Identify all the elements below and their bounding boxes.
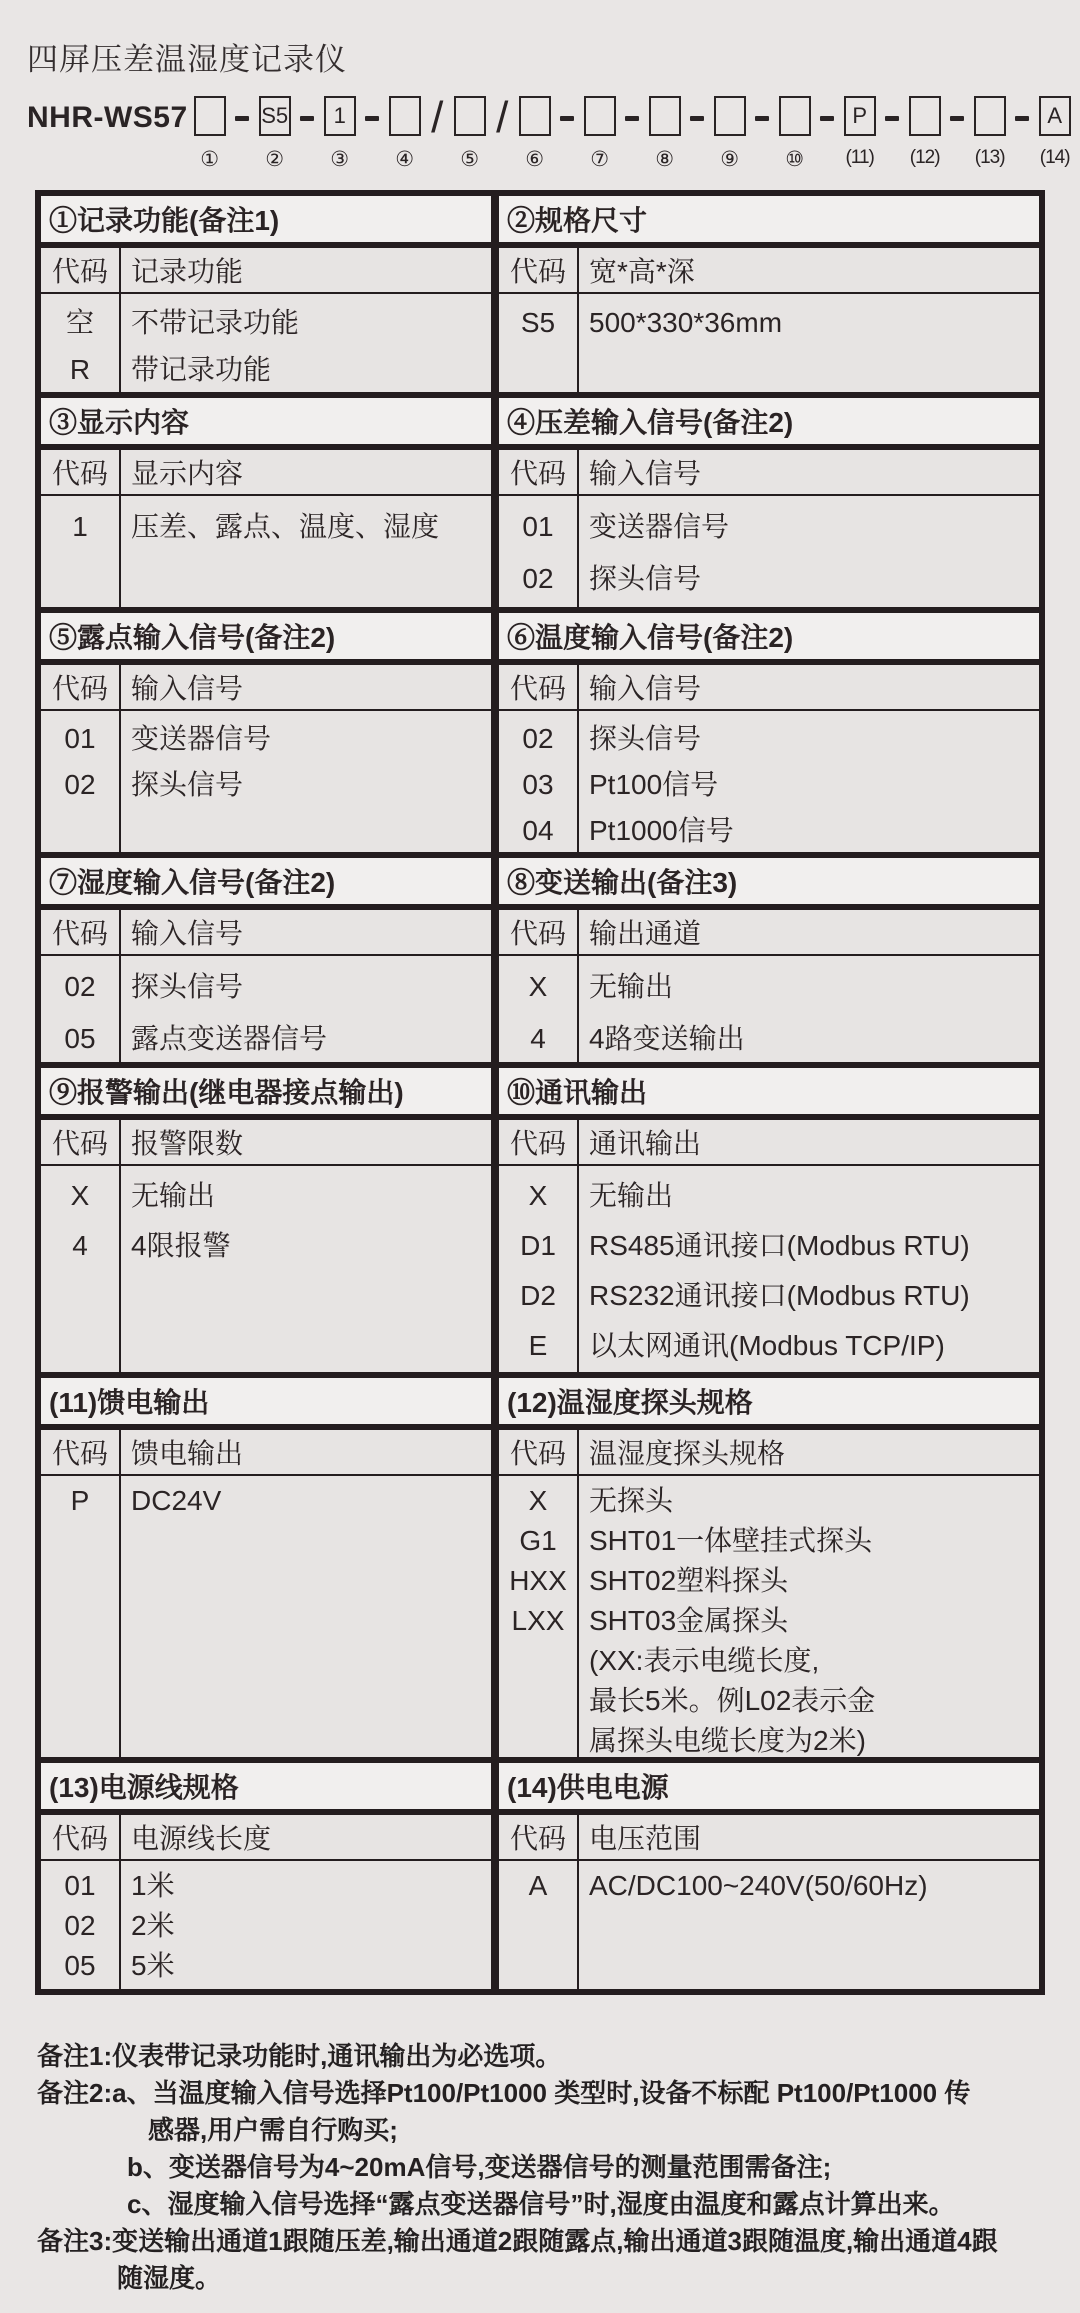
model-prefix: NHR-WS57: [27, 101, 188, 134]
desc-cell: 4路变送输出: [589, 1023, 745, 1054]
code-box: [194, 96, 226, 136]
desc-cell: 压差、露点、温度、湿度: [131, 511, 440, 542]
position-label: (14): [1039, 147, 1070, 168]
code-header-cell: 代码: [499, 1815, 579, 1859]
dash-bar: [235, 116, 249, 121]
table-row-pair-5: [41, 1068, 1039, 1378]
model-code-position: [712, 96, 748, 172]
dash-bar: [365, 116, 379, 121]
section-power-supply: [499, 1763, 1039, 1989]
table-row-pair-4: [41, 858, 1039, 1068]
code-cell: X: [528, 1180, 548, 1211]
code-header-cell: 代码: [499, 1120, 579, 1164]
section-body: [499, 1166, 1039, 1372]
code-cell: 01: [64, 723, 96, 754]
section-communication-output: [499, 1068, 1039, 1372]
code-box: [389, 96, 421, 136]
section-header: ⑦湿度输入信号(备注2): [41, 858, 491, 910]
model-code-position: [1037, 96, 1073, 169]
section-dimensions: [499, 196, 1039, 392]
code-cell: LXX: [511, 1605, 565, 1636]
section-subheader: [41, 248, 491, 294]
model-code-position: [452, 96, 488, 172]
section-header: ⑥温度输入信号(备注2): [499, 613, 1039, 665]
position-label: ⑤: [460, 148, 480, 171]
desc-header-cell: 电压范围: [589, 1823, 702, 1854]
section-header: (11)馈电输出: [41, 1378, 491, 1430]
desc-column: [579, 1166, 1039, 1372]
code-column: [499, 496, 579, 607]
code-column: [499, 1476, 579, 1757]
desc-header-cell: 输入信号: [589, 458, 702, 489]
code-cell: 02: [522, 563, 554, 594]
table-row-pair-2: [41, 398, 1039, 613]
code-column: [499, 956, 579, 1062]
model-code-position: [777, 96, 813, 172]
desc-cell: RS232通讯接口(Modbus RTU): [589, 1280, 970, 1311]
footnote-line: 感器,用户需自行购买;: [148, 2115, 398, 2145]
desc-cell: 2米: [131, 1910, 175, 1941]
code-cell: 02: [64, 971, 96, 1002]
desc-cell: 1米: [131, 1870, 175, 1901]
code-column: [41, 956, 121, 1062]
section-subheader: [499, 1120, 1039, 1166]
position-label: (12): [909, 147, 940, 168]
position-label: (13): [974, 147, 1005, 168]
desc-column: [579, 1861, 1039, 1989]
code-header-cell: 代码: [41, 450, 121, 494]
desc-header-cell: 输入信号: [589, 673, 702, 704]
desc-cell: 无输出: [589, 1180, 674, 1211]
code-box: [584, 96, 616, 136]
dash-separator: [878, 96, 907, 140]
code-cell: 05: [64, 1950, 96, 1981]
code-box: [649, 96, 681, 136]
code-cell: 02: [64, 1910, 96, 1941]
model-code-position: [192, 96, 228, 172]
section-subheader: [499, 248, 1039, 294]
desc-cell: 无输出: [131, 1180, 216, 1211]
code-column: [499, 1166, 579, 1372]
code-cell: P: [70, 1485, 90, 1516]
desc-cell: Pt100信号: [589, 769, 719, 800]
desc-note-line: 属探头电缆长度为2米): [589, 1725, 866, 1756]
footnotes: [37, 2038, 1067, 2297]
position-label: ②: [265, 148, 285, 171]
desc-cell: 探头信号: [589, 563, 702, 594]
section-header: (13)电源线规格: [41, 1763, 491, 1815]
section-body: [499, 496, 1039, 607]
desc-column: [121, 496, 491, 607]
desc-header-cell: 输入信号: [131, 918, 244, 949]
desc-cell: Pt1000信号: [589, 815, 734, 846]
section-display-content: [41, 398, 499, 607]
desc-cell: 露点变送器信号: [131, 1023, 328, 1054]
section-header: ④压差输入信号(备注2): [499, 398, 1039, 450]
section-header: ①记录功能(备注1): [41, 196, 491, 248]
code-box: [974, 96, 1006, 136]
code-header-cell: 代码: [499, 1430, 579, 1474]
section-subheader: [499, 910, 1039, 956]
desc-cell: 变送器信号: [589, 511, 730, 542]
desc-header-cell: 温湿度探头规格: [589, 1438, 786, 1469]
section-body: [41, 1166, 491, 1372]
code-cell: 4: [530, 1023, 546, 1054]
section-subheader: [499, 450, 1039, 496]
table-row-pair-7: [41, 1763, 1039, 1989]
desc-column: [579, 496, 1039, 607]
section-body: [41, 1476, 491, 1757]
code-header-cell: 代码: [499, 450, 579, 494]
position-label: ⑥: [525, 148, 545, 171]
position-label: (11): [845, 147, 874, 168]
position-label: ⑧: [655, 148, 675, 171]
model-code-position: [517, 96, 553, 172]
dash-bar: [300, 116, 314, 121]
position-label: ③: [330, 148, 350, 171]
section-header: ⑩通讯输出: [499, 1068, 1039, 1120]
code-cell: 04: [522, 815, 554, 846]
desc-note-line: 最长5米。例L02表示金: [589, 1685, 876, 1716]
desc-cell: SHT01一体壁挂式探头: [589, 1525, 873, 1556]
section-header: ②规格尺寸: [499, 196, 1039, 248]
code-box: S5: [259, 96, 291, 136]
code-column: [41, 1476, 121, 1757]
table-row-pair-6: [41, 1378, 1039, 1763]
desc-header-cell: 输出通道: [589, 918, 702, 949]
code-box: [519, 96, 551, 136]
position-label: ⑨: [720, 148, 740, 171]
code-header-cell: 代码: [41, 1430, 121, 1474]
section-subheader: [41, 1430, 491, 1476]
desc-header-cell: 通讯输出: [589, 1128, 702, 1159]
desc-header-cell: 输入信号: [131, 673, 244, 704]
section-humidity-input: [41, 858, 499, 1062]
code-column: [499, 1861, 579, 1989]
code-cell: 01: [522, 511, 554, 542]
code-header-cell: 代码: [41, 665, 121, 709]
section-body: [41, 711, 491, 852]
code-column: [41, 294, 121, 392]
dash-separator: [683, 96, 712, 140]
desc-cell: DC24V: [131, 1485, 222, 1516]
section-body: [41, 956, 491, 1062]
dash-bar: [690, 116, 704, 121]
model-code-position: [972, 96, 1008, 169]
dash-separator: [293, 96, 322, 140]
desc-cell: 4限报警: [131, 1230, 231, 1261]
code-cell: 03: [522, 769, 554, 800]
section-transmit-output: [499, 858, 1039, 1062]
table-row-pair-3: [41, 613, 1039, 858]
code-header-cell: 代码: [41, 248, 121, 292]
section-subheader: [499, 665, 1039, 711]
code-header-cell: 代码: [499, 910, 579, 954]
dash-bar: [560, 116, 574, 121]
desc-cell: 5米: [131, 1950, 175, 1981]
section-subheader: [41, 450, 491, 496]
position-label: ⑦: [590, 148, 610, 171]
dash-separator: [748, 96, 777, 140]
position-label: ①: [200, 148, 220, 171]
dash-separator: [943, 96, 972, 140]
desc-column: [121, 294, 491, 392]
desc-header-cell: 显示内容: [131, 458, 244, 489]
desc-cell: 无输出: [589, 971, 674, 1002]
section-subheader: [41, 910, 491, 956]
code-box: [454, 96, 486, 136]
desc-column: [121, 1166, 491, 1372]
desc-cell: 无探头: [589, 1485, 674, 1516]
desc-header-cell: 记录功能: [131, 256, 244, 287]
section-subheader: [41, 1120, 491, 1166]
code-cell: 1: [72, 511, 88, 542]
dash-bar: [625, 116, 639, 121]
desc-cell: 探头信号: [131, 769, 244, 800]
section-feed-power-output: [41, 1378, 499, 1757]
desc-header-cell: 馈电输出: [131, 1438, 244, 1469]
section-subheader: [41, 1815, 491, 1861]
section-alarm-output: [41, 1068, 499, 1372]
desc-column: [579, 1476, 1039, 1757]
code-cell: 02: [522, 723, 554, 754]
code-column: [41, 496, 121, 607]
dash-separator: [813, 96, 842, 140]
section-subheader: [41, 665, 491, 711]
code-cell: 4: [72, 1230, 88, 1261]
code-box: [909, 96, 941, 136]
section-header: ⑨报警输出(继电器接点输出): [41, 1068, 491, 1120]
dash-separator: [228, 96, 257, 140]
code-cell: 01: [64, 1870, 96, 1901]
section-subheader: [499, 1430, 1039, 1476]
model-code-position: [647, 96, 683, 172]
code-column: [499, 711, 579, 852]
desc-column: [121, 711, 491, 852]
section-body: [41, 1861, 491, 1989]
desc-cell: 探头信号: [589, 723, 702, 754]
desc-cell: RS485通讯接口(Modbus RTU): [589, 1230, 970, 1261]
desc-column: [579, 956, 1039, 1062]
dash-separator: [553, 96, 582, 140]
code-cell: G1: [519, 1525, 557, 1556]
code-column: [499, 294, 579, 392]
section-temperature-input: [499, 613, 1039, 852]
code-cell: 05: [64, 1023, 96, 1054]
section-body: [499, 956, 1039, 1062]
dash-bar: [950, 116, 964, 121]
code-cell: S5: [520, 307, 556, 338]
code-box: P: [844, 96, 876, 136]
code-header-cell: 代码: [499, 248, 579, 292]
desc-column: [121, 1861, 491, 1989]
desc-cell: 500*330*36mm: [589, 307, 783, 338]
code-header-cell: 代码: [41, 1815, 121, 1859]
model-segments: [192, 93, 1073, 172]
code-cell: E: [528, 1330, 548, 1361]
position-label: ④: [395, 148, 415, 171]
section-subheader: [499, 1815, 1039, 1861]
desc-note-line: (XX:表示电缆长度,: [589, 1645, 820, 1676]
code-column: [41, 711, 121, 852]
code-column: [41, 1861, 121, 1989]
desc-cell: 不带记录功能: [131, 307, 300, 338]
footnote-line: 备注3:变送输出通道1跟随压差,输出通道2跟随露点,输出通道3跟随温度,输出通道4跟: [37, 2226, 998, 2256]
code-box: [714, 96, 746, 136]
spec-table: [35, 190, 1045, 1995]
desc-cell: 带记录功能: [131, 354, 272, 385]
section-header: ⑤露点输入信号(备注2): [41, 613, 491, 665]
model-code-position: [387, 96, 423, 172]
desc-cell: 以太网通讯(Modbus TCP/IP): [589, 1330, 945, 1361]
section-body: [41, 294, 491, 392]
table-row-pair-1: [41, 196, 1039, 398]
desc-cell: SHT02塑料探头: [589, 1565, 789, 1596]
code-header-cell: 代码: [41, 1120, 121, 1164]
section-diff-pressure-input: [499, 398, 1039, 607]
code-box: A: [1039, 96, 1071, 136]
section-power-cord-spec: [41, 1763, 499, 1989]
code-column: [41, 1166, 121, 1372]
footnote-line: 随湿度。: [117, 2263, 222, 2293]
section-body: [499, 1861, 1039, 1989]
desc-header-cell: 电源线长度: [131, 1823, 272, 1854]
section-body: [499, 294, 1039, 392]
model-code-position: [582, 96, 618, 172]
section-dewpoint-input: [41, 613, 499, 852]
code-cell: X: [70, 1180, 90, 1211]
section-body: [499, 711, 1039, 852]
dash-separator: [618, 96, 647, 140]
code-cell: 02: [64, 769, 96, 800]
desc-column: [579, 294, 1039, 392]
code-cell: D1: [520, 1230, 556, 1261]
code-cell: X: [528, 971, 548, 1002]
dash-bar: [1015, 116, 1029, 121]
desc-header-cell: 报警限数: [131, 1128, 244, 1159]
footnote-line: 备注1:仪表带记录功能时,通讯输出为必选项。: [37, 2041, 562, 2071]
code-cell: D2: [520, 1280, 556, 1311]
footnote-line: b、变送器信号为4~20mA信号,变送器信号的测量范围需备注;: [127, 2152, 832, 2182]
code-cell: R: [69, 354, 91, 385]
desc-column: [121, 956, 491, 1062]
code-box: [779, 96, 811, 136]
desc-column: [579, 711, 1039, 852]
code-header-cell: 代码: [41, 910, 121, 954]
model-code-position: [842, 96, 878, 169]
desc-cell: 探头信号: [131, 971, 244, 1002]
dash-bar: [820, 116, 834, 121]
desc-header-cell: 宽*高*深: [589, 256, 695, 287]
model-code-position: [257, 96, 293, 172]
desc-cell: SHT03金属探头: [589, 1605, 789, 1636]
code-box: 1: [324, 96, 356, 136]
section-header: (14)供电电源: [499, 1763, 1039, 1815]
dash-separator: [1008, 96, 1037, 140]
code-cell: A: [528, 1870, 548, 1901]
model-code-position: [322, 96, 358, 172]
code-cell: 空: [65, 307, 94, 338]
section-body: [499, 1476, 1039, 1757]
code-cell: X: [528, 1485, 548, 1516]
slash-separator: /: [431, 93, 444, 142]
desc-column: [121, 1476, 491, 1757]
model-number-line: [27, 93, 1073, 172]
dash-bar: [755, 116, 769, 121]
dash-bar: [885, 116, 899, 121]
desc-cell: AC/DC100~240V(50/60Hz): [589, 1870, 928, 1901]
dash-separator: [358, 96, 387, 140]
section-header: (12)温湿度探头规格: [499, 1378, 1039, 1430]
section-probe-spec: [499, 1378, 1039, 1757]
section-record-function: [41, 196, 499, 392]
position-label: ⑩: [785, 148, 805, 171]
desc-cell: 变送器信号: [131, 723, 272, 754]
code-header-cell: 代码: [499, 665, 579, 709]
footnote-line: 备注2:a、当温度输入信号选择Pt100/Pt1000 类型时,设备不标配 Pt100/Pt1000 传: [37, 2078, 971, 2108]
model-code-position: [907, 96, 943, 169]
slash-separator: /: [496, 93, 509, 142]
section-header: ③显示内容: [41, 398, 491, 450]
page-title: 四屏压差温湿度记录仪: [27, 42, 347, 77]
section-header: ⑧变送输出(备注3): [499, 858, 1039, 910]
footnote-line: c、湿度输入信号选择“露点变送器信号”时,湿度由温度和露点计算出来。: [127, 2189, 955, 2219]
code-cell: HXX: [509, 1565, 567, 1596]
section-body: [41, 496, 491, 607]
